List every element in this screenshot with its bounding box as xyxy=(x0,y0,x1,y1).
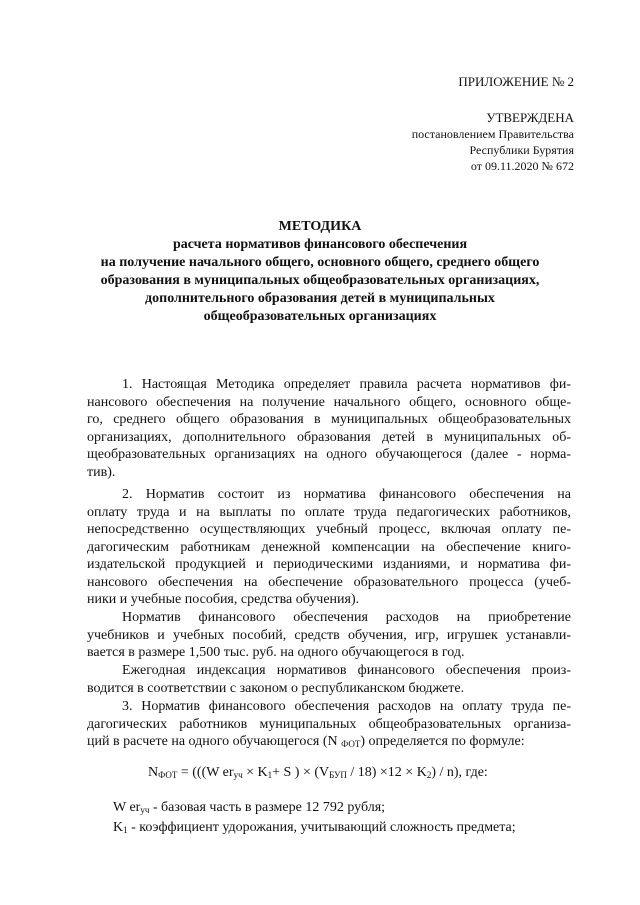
formula-subscript: БУП xyxy=(329,770,347,780)
title-heading: МЕТОДИКА xyxy=(278,219,362,234)
appendix-label: ПРИЛОЖЕНИЕ № 2 xyxy=(458,74,574,89)
definition-subscript: уч xyxy=(140,805,150,815)
fot-subscript: ФОТ xyxy=(341,739,361,749)
definition-symbol: K xyxy=(113,820,124,835)
formula-part: N xyxy=(148,765,159,780)
formula-part: = (((W er xyxy=(177,765,234,780)
formula-subscript: 2 xyxy=(426,770,432,780)
paragraph-line: 2. Норматив состоит из норматива финансового обеспечения на xyxy=(122,487,571,502)
paragraph-text: ) определяется по формуле: xyxy=(360,734,525,749)
paragraph-line: Ежегодная индексация нормативов финансового обеспечения произ- xyxy=(122,663,571,678)
formula-part: ) / n), где: xyxy=(431,765,488,780)
paragraph-line: ники и учебные пособия, средства обучения). xyxy=(87,592,360,607)
approved-label: УТВЕРЖДЕНА xyxy=(486,110,574,125)
paragraph-1 xyxy=(87,376,571,481)
paragraph-line: вается в размере 1,500 тыс. руб. на одного обучающегося в год. xyxy=(87,645,465,660)
paragraph-line: непосредственно осуществляющих учебный процесс, включая оплату пе- xyxy=(87,522,571,537)
decree-date-number: от 09.11.2020 № 672 xyxy=(470,159,574,173)
paragraph-line: дагогических работников муниципальных общеобразовательных организа- xyxy=(87,716,571,732)
region-name: Республики Бурятия xyxy=(469,143,574,157)
paragraph-line: щеобразовательных организациях на одного обучающегося (далее - норма- xyxy=(87,447,571,462)
title-line: общеобразовательных организациях xyxy=(203,309,437,324)
paragraph-line: 1. Настоящая Методика определяет правила расчета нормативов фи- xyxy=(122,377,571,392)
formula-part: + S ) × (V xyxy=(272,765,330,780)
paragraph-line: 3. Норматив финансового обеспечения расходов на оплату труда пе- xyxy=(122,699,571,714)
paragraph-line: Норматив финансового обеспечения расходов на приобретение xyxy=(122,610,571,625)
title-line: на получение начального общего, основного общего, среднего общего xyxy=(100,255,540,270)
paragraph-2-textbooks xyxy=(87,609,571,662)
paragraph-2 xyxy=(87,486,571,609)
title-line: дополнительного образования детей в муниципальных xyxy=(145,291,495,306)
paragraph-line: дагогическим работникам денежной компенсации на обеспечение книго- xyxy=(87,539,571,555)
paragraph-line: издательской продукцией и периодическими изданиями, и норматива фи- xyxy=(87,557,571,572)
definition-w xyxy=(113,800,385,816)
formula-subscript: ФОТ xyxy=(158,770,178,780)
document-title xyxy=(60,218,580,326)
paragraph-line: тив). xyxy=(87,464,116,480)
definition-subscript: 1 xyxy=(123,825,128,835)
paragraph-line xyxy=(87,733,571,754)
paragraph-line: оплату труда и на выплаты по оплате труда педагогических работников, xyxy=(87,504,571,520)
paragraph-line: организациях, дополнительного образования детей в муниципальных об- xyxy=(87,429,571,445)
title-line: образования в муниципальных общеобразовательных организациях, xyxy=(100,273,540,288)
approval-block xyxy=(324,110,574,174)
formula xyxy=(148,765,488,781)
formula-subscript: 1 xyxy=(267,770,273,780)
formula-subscript: уч xyxy=(233,770,243,780)
paragraph-line: нансового обеспечения на получение начального общего, основного обще- xyxy=(87,394,571,410)
paragraph-line: водится в соответствии с законом о республиканском бюджете. xyxy=(87,680,465,696)
definition-text: - коэффициент удорожания, учитывающий сложность предмета; xyxy=(127,820,516,835)
formula-part: × K xyxy=(242,765,268,780)
definition-text: - базовая часть в размере 12 792 рубля; xyxy=(149,800,386,815)
paragraph-2-indexation xyxy=(87,662,571,697)
paragraph-line: го, среднего общего образования в муниципальных общеобразовательных xyxy=(87,412,571,427)
approved-by: постановлением Правительства xyxy=(411,127,574,141)
definition-symbol: W er xyxy=(113,800,141,815)
formula-part: / 18) ×12 × K xyxy=(346,765,427,780)
paragraph-text: ций в расчете на одного обучающегося (N xyxy=(87,734,342,749)
definition-k1 xyxy=(113,820,516,836)
paragraph-line: учебников и учебных пособий, средств обучения, игр, игрушек устанавли- xyxy=(87,627,571,643)
paragraph-3 xyxy=(87,698,571,754)
paragraph-line: нансового обеспечения на обеспечение образовательного процесса (учеб- xyxy=(87,574,571,590)
title-line: расчета нормативов финансового обеспечения xyxy=(172,237,468,252)
